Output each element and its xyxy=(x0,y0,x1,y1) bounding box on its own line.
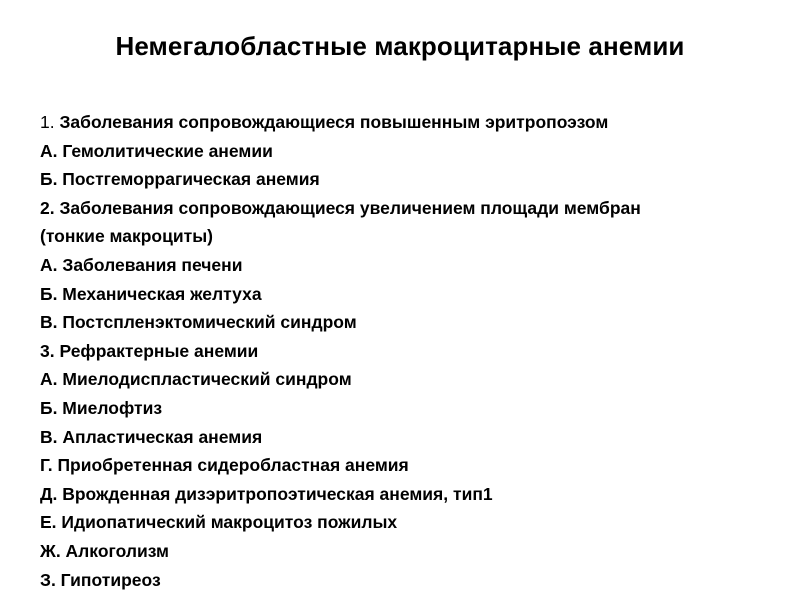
list-item xyxy=(40,508,780,537)
item-text: 2. Заболевания сопровождающиеся увеличением площади мембран xyxy=(40,197,641,218)
list-item xyxy=(40,394,780,423)
item-text: Д. Врожденная дизэритропоэтическая анемия, тип1 xyxy=(40,483,493,504)
list-item xyxy=(40,337,780,366)
list-item xyxy=(40,451,780,480)
slide-title: Немегалобластные макроцитарные анемии xyxy=(115,31,685,61)
list-item xyxy=(40,480,780,509)
item-text: 3. Рефрактерные анемии xyxy=(40,340,259,361)
list-item xyxy=(40,537,780,566)
list-item xyxy=(40,165,780,194)
item-text: Заболевания сопровождающиеся повышенным эритропоэзом xyxy=(54,112,609,132)
list-item xyxy=(40,222,780,251)
list-item xyxy=(40,137,780,166)
item-text: З. Гипотиреоз xyxy=(40,569,161,590)
list-item xyxy=(40,108,780,137)
item-text: А. Заболевания печени xyxy=(40,254,243,275)
item-text: В. Постспленэктомический синдром xyxy=(40,312,357,333)
list-item xyxy=(40,566,780,595)
item-text: Ж. Алкоголизм xyxy=(40,540,169,561)
list-item xyxy=(40,251,780,280)
item-text: А. Гемолитические анемии xyxy=(40,140,273,161)
list-item xyxy=(40,280,780,309)
content-list xyxy=(40,108,780,594)
item-text: Б. Миелофтиз xyxy=(40,397,163,418)
item-text: А. Миелодиспластический синдром xyxy=(40,369,352,390)
item-text: Е. Идиопатический макроцитоз пожилых xyxy=(40,512,398,533)
list-item xyxy=(40,423,780,452)
item-text: В. Апластическая анемия xyxy=(40,426,263,447)
item-text: Б. Механическая желтуха xyxy=(40,283,262,304)
list-item xyxy=(40,308,780,337)
item-text: Г. Приобретенная сидеробластная анемия xyxy=(40,455,409,476)
list-item xyxy=(40,365,780,394)
item-number: 1. xyxy=(40,112,55,132)
list-item xyxy=(40,194,780,223)
item-text: Б. Постгеморрагическая анемия xyxy=(40,169,320,190)
item-text: (тонкие макроциты) xyxy=(40,226,213,247)
